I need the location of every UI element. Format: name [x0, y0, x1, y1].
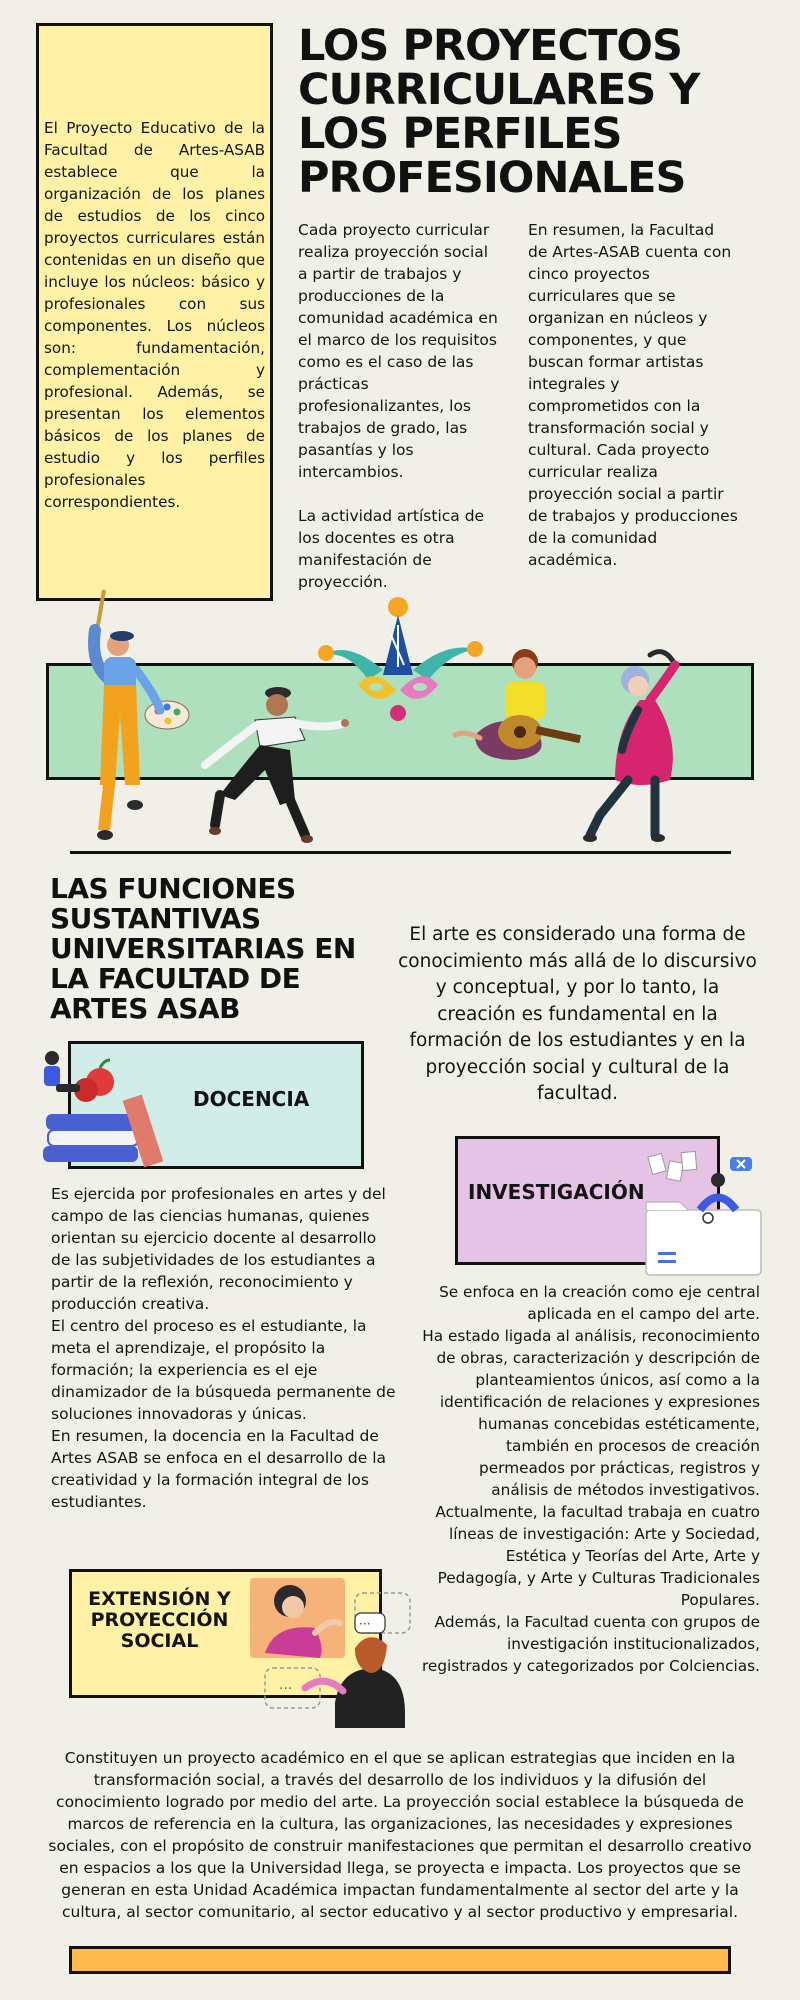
extension-label: EXTENSIÓN Y PROYECCIÓN SOCIAL: [88, 1588, 231, 1652]
art-quote: El arte es considerado una forma de conocimiento más allá de lo discursivo y conceptual, y por lo tanto, la creación es fundamental en la formación de los estudiantes y en la proyección social y cultural de la facultad.: [398, 924, 757, 1104]
chatting-people-illustration: [245, 1573, 425, 1733]
svg-text:···: ···: [359, 1617, 371, 1631]
curricular-column-2: [528, 219, 738, 593]
intro-box: [36, 23, 273, 601]
column1-paragraph-1: Cada proyecto curricular realiza proyección social a partir de trabajos y producciones de la comunidad académica en el marco de los requisitos como es el caso de las prácticas profesionalizantes, los trabajos de grado, las pasantías y los intercambios.: [298, 221, 498, 481]
docencia-text: [51, 1183, 396, 1513]
investigacion-label: INVESTIGACIÓN: [468, 1180, 645, 1204]
books-apple-reader-illustration: [38, 1046, 163, 1171]
intro-text: El Proyecto Educativo de la Facultad de Artes-ASAB establece que la organización de los planes de estudios de los cinco proyectos curriculares están contenidas en un diseño que incluye los núcleos: básico y profesionales con sus componentes. Los núcleos son: fundamentación, complementación y profesional. Además, se presentan los elementos básicos de los planes de estudio y los perfiles profesionales correspondientes.: [44, 119, 265, 511]
docencia-paragraph-2: El centro del proceso es el estudiante, la meta el aprendizaje, el propósito la formación; la experiencia es el eje dinamizador de la búsqueda permanente de soluciones innovadoras y únicas.: [51, 1317, 396, 1423]
painter-illustration: [70, 585, 190, 850]
docencia-paragraph-3: En resumen, la docencia en la Facultad de Artes ASAB se enfoca en el desarrollo de la creatividad y la formación integral de los estudiantes.: [51, 1427, 387, 1511]
docencia-label: DOCENCIA: [193, 1087, 310, 1111]
dancing-woman-illustration: [580, 640, 710, 845]
column2-paragraph-1: En resumen, la Facultad de Artes-ASAB cuenta con cinco proyectos curriculares que se organizan en núcleos y componentes, y que buscan formar artistas integrales y comprometidos con la transformación social y cultural. Cada proyecto curricular realiza proyección social a partir de trabajos y producciones de la comunidad académica.: [528, 221, 738, 569]
investigacion-paragraph-1: Se enfoca en la creación como eje central aplicada en el campo del arte.: [439, 1283, 760, 1323]
investigacion-text: [418, 1281, 760, 1677]
main-title: LOS PROYECTOS CURRICULARES Y LOS PERFILES PROFESIONALES: [298, 21, 700, 203]
folder-documents-illustration: [640, 1150, 770, 1280]
docencia-paragraph-1: Es ejercida por profesionales en artes y del campo de las ciencias humanas, quienes orientan su ejercicio docente al desarrollo de las subjetividades de los estudiantes a partir de la reflexión, reconocimiento y producción creativa.: [51, 1185, 386, 1313]
curricular-column-1: [298, 219, 498, 615]
svg-text:···: ···: [279, 1681, 293, 1697]
investigacion-paragraph-3: Actualmente, la facultad trabaja en cuatro líneas de investigación: Arte y Sociedad, Estética y Teorías del Arte, Arte y Pedagogía, y Arte y Culturas Tradicionales Populares.: [435, 1503, 760, 1609]
investigacion-paragraph-4: Además, la Facultad cuenta con grupos de investigación institucionalizados, registrados y categorizados por Colciencias.: [421, 1613, 760, 1675]
column1-paragraph-2: La actividad artística de los docentes es otra manifestación de proyección.: [298, 507, 485, 591]
guitarist-illustration: [445, 640, 590, 770]
extension-text: Constituyen un proyecto académico en el que se aplican estrategias que inciden en la transformación social, a través del desarrollo de los individuos y la difusión del conocimiento logrado por medio del arte. La proyección social establece la búsqueda de marcos de referencia en la cultura, las organizaciones, las necesidades y expresiones sociales, con el propósito de construir manifestaciones que permitan el desarrollo creativo en espacios a los que la Universidad llega, se proyecta e impacta. Los proyectos que se generan en esta Unidad Académica impactan fundamentalmente al sector del arte y la cultura, al sector comunitario, al sector educativo y al sector productivo y empresarial.: [48, 1749, 752, 1921]
bottom-bar: [69, 1946, 731, 1974]
investigacion-paragraph-2: Ha estado ligada al análisis, reconocimiento de obras, caracterización y descripción de planteamientos únicos, así como a la identificación de relaciones y expresiones humanas concebidas estéticamente, también en procesos de creación permeados por prácticas, registros y análisis de métodos investigativos.: [422, 1327, 760, 1499]
functions-title: LAS FUNCIONES SUSTANTIVAS UNIVERSITARIAS EN LA FACULTAD DE ARTES ASAB: [50, 872, 356, 1025]
section-divider: [70, 851, 731, 854]
